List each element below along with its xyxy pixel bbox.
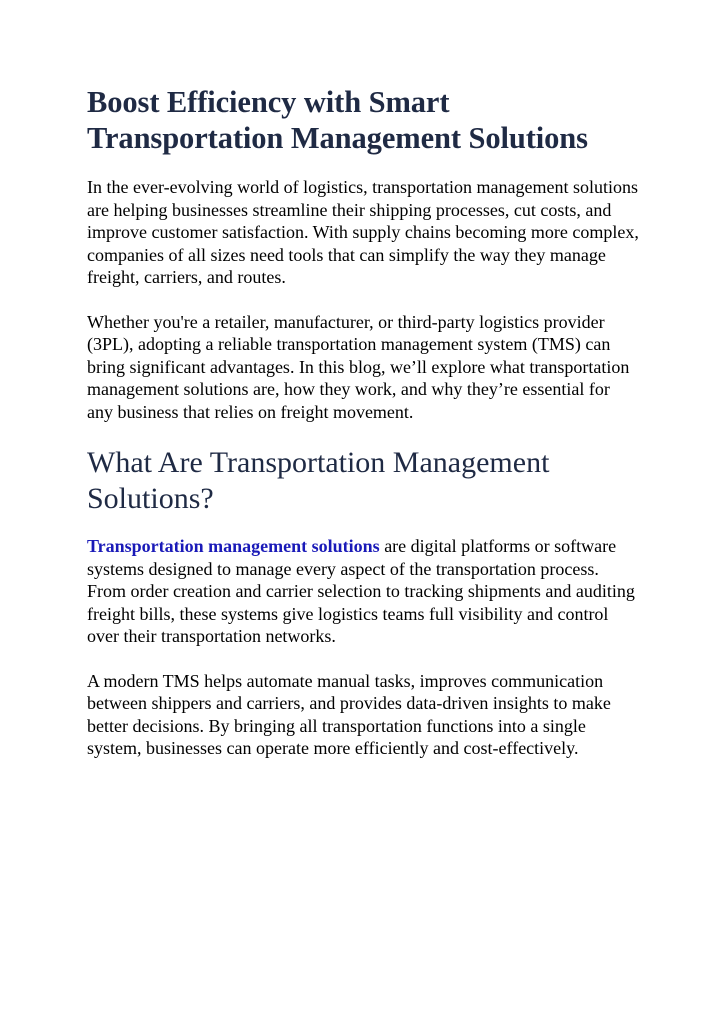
section-heading: What Are Transportation Management Solutions? [87, 446, 550, 515]
section-paragraph-1 [87, 535, 640, 648]
section-paragraph-2: A modern TMS helps automate manual tasks, improves communication between shippers and carriers, and provides data-driven insights to make better decisions. By bringing all transportation functions into a single system, businesses can operate more efficiently and cost-effectively. [87, 670, 611, 758]
tms-solutions-link[interactable]: Transportation management solutions [87, 536, 380, 556]
intro-paragraph-2: Whether you're a retailer, manufacturer, or third-party logistics provider (3PL), adopting a reliable transportation management system (TMS) can bring significant advantages. In this blog, we’ll explore what transportation management solutions are, how they work, and why they’re essential for any business that relies on freight movement. [87, 311, 630, 422]
section-paragraph-1-text: are digital platforms or software systems designed to manage every aspect of the transportation process. From order creation and carrier selection to tracking shipments and auditing freight bills, these systems give logistics teams full visibility and control over their transportation networks. [87, 536, 635, 646]
intro-paragraph-1: In the ever-evolving world of logistics, transportation management solutions are helping businesses streamline their shipping processes, cut costs, and improve customer satisfaction. With supply chains becoming more complex, companies of all sizes need tools that can simplify the way they manage freight, carriers, and routes. [87, 177, 639, 287]
article-title: Boost Efficiency with Smart Transportation Management Solutions [87, 85, 588, 155]
